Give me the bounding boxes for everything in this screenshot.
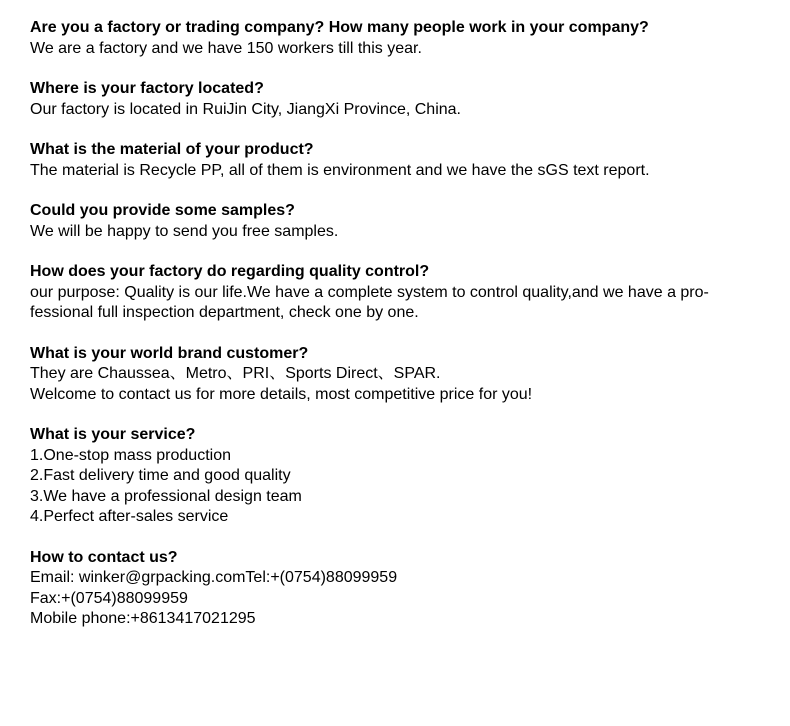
faq-question: How does your factory do regarding quality control? xyxy=(30,263,430,280)
faq-answer xyxy=(30,100,770,121)
contact-email-tel: Email: winker@grpacking.comTel:+(0754)88099959 xyxy=(30,569,398,586)
faq-answer xyxy=(30,568,770,630)
contact-mobile: Mobile phone:+8613417021295 xyxy=(30,610,256,627)
answer-line: They are Chaussea、Metro、PRI、Sports Direct、SPAR. xyxy=(30,365,441,382)
service-list-item: 1.One-stop mass production xyxy=(30,446,231,464)
faq-answer xyxy=(30,39,770,60)
faq-question: Could you provide some samples? xyxy=(30,202,295,219)
service-list-item: 2.Fast delivery time and good quality xyxy=(30,467,291,484)
answer-line: The material is Recycle PP, all of them is environment and we have the sGS text report. xyxy=(30,161,650,179)
faq-question: Where is your factory located? xyxy=(30,80,264,97)
answer-line: fessional full inspection department, check one by one. xyxy=(30,304,419,321)
faq-question: Are you a factory or trading company? How many people work in your company? xyxy=(30,19,649,36)
faq-question: What is your service? xyxy=(30,426,196,443)
faq-item-company-type xyxy=(30,18,770,59)
answer-line: Our factory is located in RuiJin City, JiangXi Province, China. xyxy=(30,100,461,118)
service-list-item: 3.We have a professional design team xyxy=(30,487,302,505)
faq-item-service xyxy=(30,425,770,528)
service-list-item: 4.Perfect after-sales service xyxy=(30,508,229,525)
contact-fax: Fax:+(0754)88099959 xyxy=(30,589,188,607)
faq-answer xyxy=(30,446,770,528)
faq-item-samples xyxy=(30,201,770,242)
faq-item-contact xyxy=(30,548,770,630)
faq-item-factory-location xyxy=(30,79,770,120)
faq-item-material xyxy=(30,140,770,181)
answer-line: our purpose: Quality is our life.We have a complete system to control quality,and we have a pro- xyxy=(30,283,709,301)
faq-section xyxy=(30,18,770,650)
faq-answer xyxy=(30,364,770,405)
faq-answer xyxy=(30,161,770,182)
faq-answer xyxy=(30,283,770,324)
faq-question: What is your world brand customer? xyxy=(30,344,309,362)
faq-question: What is the material of your product? xyxy=(30,141,314,158)
faq-item-brand-customers xyxy=(30,344,770,406)
faq-question: How to contact us? xyxy=(30,548,178,566)
faq-item-quality-control xyxy=(30,262,770,324)
answer-line: We will be happy to send you free samples. xyxy=(30,222,339,240)
answer-line: We are a factory and we have 150 workers till this year. xyxy=(30,39,422,57)
answer-line: Welcome to contact us for more details, most competitive price for you! xyxy=(30,385,533,403)
faq-answer xyxy=(30,222,770,243)
